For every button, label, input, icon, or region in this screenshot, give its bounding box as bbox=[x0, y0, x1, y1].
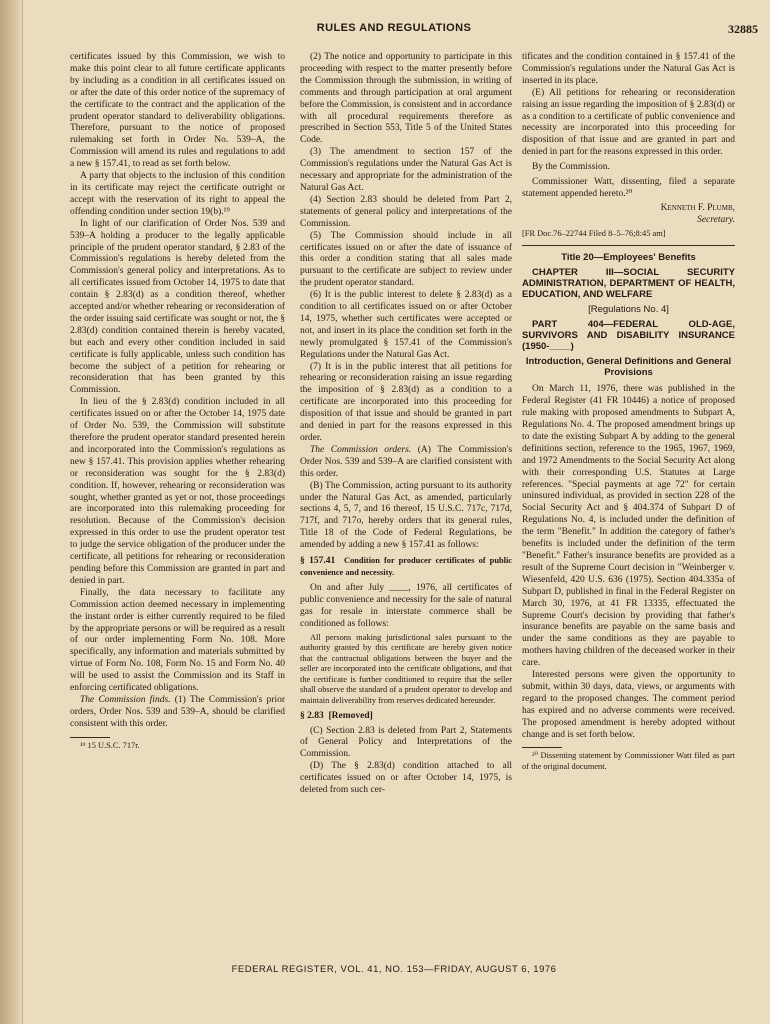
findings-text: (1) The Commission's prior orders, Order Nos. 539 and 539–A, should be clarified consistent with this order. bbox=[70, 694, 285, 729]
paragraph: (B) The Commission, acting pursuant to its authority under the Natural Gas Act, as amended, particularly sections 4, 5, 7, and 16 thereof, 15 U.S.C. 717c, 717d, 717f, and 717o, hereby orders that its general rules, Title 18 of the Code of Federal Regulations, be amended by adding a new § 157.41 as follows: bbox=[300, 480, 512, 551]
paragraph: On March 11, 1976, there was published in the Federal Register (41 FR 10446) a notice of proposed rule making with proposed amendments to Subpart A, Regulations No. 4. The proposed amendment brings up to date the existing Subpart A by adding to the general definitions section, reference to the 1965, 1967, 1969, and 1972 Amendments to the Social Security Act along with their corresponding U.S. Statutes at Large references. "Special payments at age 72" for certain uninsured individual, as provided in section 228 of the Social Security Act and § 404.374 of Subpart D of Regulations No. 4, is included under the definition of the term "Benefit." In addition the category of father's benefits is included under the definition of the term "Benefit." Father's insurance benefits are provided as a result of the Supreme Court decision in "Weinberger v. Wiesenfeld, 420 U.S. 636 (1975). Section 404.335a of Subpart D, published in final in the Federal Register on March 30, 1976, at 41 FR 13335, effectuated the Supreme Court's decision by providing that father's insurance benefits are payable on the same basis and under the same conditions as they are payable to mothers having children of the deceased worker in their care. bbox=[522, 384, 735, 669]
running-title: RULES AND REGULATIONS bbox=[316, 22, 472, 34]
footnote-rule bbox=[70, 737, 110, 738]
paragraph: (C) Section 2.83 is deleted from Part 2, Statements of General Policy and Interpretations of the Commission. bbox=[300, 725, 512, 760]
section-title: Condition for producer certificates of public convenience and necessity. bbox=[300, 556, 513, 577]
subpart-heading: Introduction, General Definitions and General Provisions bbox=[525, 356, 732, 379]
paragraph: certificates issued by this Commission, we wish to make this point clear to all future certificate applicants by including as a condition in all certificates issued on or after the date of this order notice of the supremacy of the certificate to the contract and the application of the prudent operator standard to deliverability obligations. Therefore, pursuant to the notice of proposed rulemaking set forth in Order No. 539–A, the Commission will amend its rules and regulations to add a new § 157.41, to read as set forth below. bbox=[70, 52, 285, 170]
section-title: [Removed] bbox=[328, 710, 373, 721]
paragraph: (7) It is in the public interest that all petitions for rehearing or reconsideration raising an issue regarding the imposition of § 2.83(d) as a condition to a certificate are incorporated into this proceeding for disposition of that issue and should be granted in part and denied in part for the reasons expressed in this order. bbox=[300, 361, 512, 443]
paragraph bbox=[70, 695, 285, 731]
section-heading bbox=[300, 556, 512, 580]
orders-lead: The Commission orders. bbox=[310, 444, 412, 455]
signature-title: Secretary. bbox=[697, 214, 735, 225]
paragraph: (6) It is the public interest to delete § 2.83(d) as a condition to all certificates issued on or after October 14, 1975, whether such certificates were accepted or not, and insert in its place the condition set forth in the newly promulgated § 157.41 of the Commission's Regulations under the Natural Gas Act. bbox=[300, 290, 512, 360]
page-binding-edge bbox=[0, 0, 23, 1024]
paragraph: tificates and the condition contained in § 157.41 of the Commission's regulations under the Natural Gas Act is inserted in its place. bbox=[522, 52, 735, 86]
paragraph: (E) All petitions for rehearing or reconsideration raising an issue regarding the imposition of § 2.83(d) or as a condition to a certificate of public convenience and necessity are incorporated into this proceeding for disposition of that issue and are granted in part and denied in part for the reasons expressed in this order. bbox=[522, 87, 735, 158]
paragraph: In light of our clarification of Order Nos. 539 and 539–A holding a producer to the legally applicable principle of the prudent operator standard, § 2.83 of the Commission's regulations is hereby deleted from the Commission's general policy and interpretations. As to all certificates issued from October 14, 1975 to date that contain § 2.83(d) as a condition thereof, whether accepted and/or whether rehearing or reconsideration of the order issuing said certificate was sought or not, the § 2.83(d) condition contained therein is hereby vacated, but each and every other condition included in said certificate is fully applicable, unless such condition has become the subject of a petition for rehearing or reconsideration that has been granted by this Commission. bbox=[70, 218, 285, 396]
page-number: 32885 bbox=[728, 22, 758, 36]
paragraph: (3) The amendment to section 157 of the Commission's regulations under the Natural Gas Act is necessary and appropriate for the administration of the Natural Gas Act. bbox=[300, 147, 512, 193]
title-heading: Title 20—Employees' Benefits bbox=[561, 252, 696, 264]
paragraph bbox=[300, 445, 512, 481]
paragraph: In lieu of the § 2.83(d) condition included in all certificates issued on or after the October 14, 1975 date of Order No. 539, the Commission will substitute therefore the prudent operator standard presented herein and incorporated into the Commission's regulations as new § 157.41. This provision applies whether rehearing or reconsideration was sought for the § 2.83(d) condition. If, however, rehearing or reconsideration was sought, whether granted as yet or not, those proceedings are incorporated into this rulemaking proceeding for resolution. Because of the Commission's decision expressed in this order to use the prudent operator test to judge the service obligation of the producer under the certificate, all petitions for rehearing or reconsideration pending before this Commission are granted in part and denied in part. bbox=[70, 397, 285, 586]
section-number: § 2.83 bbox=[300, 710, 324, 721]
paragraph: (5) The Commission should include in all certificates issued on or after the date of issuance of this order a condition stating that all sales made pursuant to the certificate are subject to review under the prudent operator standard. bbox=[300, 230, 512, 289]
divider bbox=[522, 245, 735, 246]
part-heading: PART 404—FEDERAL OLD-AGE, SURVIVORS AND DISABILITY INSURANCE (1950-____) bbox=[522, 319, 735, 353]
paragraph: Commissioner Watt, dissenting, filed a separate statement appended hereto.²⁰ bbox=[522, 177, 735, 199]
column-middle bbox=[300, 52, 512, 797]
paragraph: Finally, the data necessary to facilitate any Commission action deemed necessary in implementing the instant order is either currently required to be filed by the appropriate persons or will be required as a result of our order implementing Form No. 108. More specifically, any information and materials submitted by virtue of Form No. 108, Form No. 15 and Form No. 40 will be used to assist the Commission and its Staff in enforcing certificated obligations. bbox=[70, 587, 285, 694]
paragraph: (2) The notice and opportunity to participate in this proceeding with respect to the matter presently before the Commission through the submission, in writing of comments and through participation at oral argument before the Commission, is consistent and in accordance with all procedural requirements therefore as prescribed in Section 553, Title 5 of the United States Code. bbox=[300, 52, 512, 146]
paragraph: On and after July ____, 1976, all certificates of public convenience and necessity for the sale of natural gas for resale in interstate commerce shall be conditioned as follows: bbox=[300, 582, 512, 629]
paragraph: A party that objects to the inclusion of this condition in its certificate may reject the certificate outright or accept with the reservation of its right to appeal the offending condition under section 19(b).¹⁹ bbox=[70, 171, 285, 217]
running-header bbox=[30, 22, 758, 40]
paragraph: (4) Section 2.83 should be deleted from Part 2, statements of general policy and interpretations of the Commission. bbox=[300, 194, 512, 229]
orders-text: (A) The Commission's Order Nos. 539 and 539–A are clarified consistent with this order. bbox=[300, 444, 513, 479]
condition-text: All persons making jurisdictional sales pursuant to the authority granted by this certificate are hereby given notice that the contractual obligations between the buyer and the seller are incorporated into the certificate obligations, and that the certificate is further conditioned to require that the seller shall observe the standard of a prudent operator to develop and maintain deliverability from reserves dedicated hereunder. bbox=[300, 632, 512, 706]
column-left bbox=[70, 52, 285, 751]
footnote-rule bbox=[522, 747, 562, 748]
chapter-heading: CHAPTER III—SOCIAL SECURITY ADMINISTRATION, DEPARTMENT OF HEALTH, EDUCATION, AND WELFARE bbox=[522, 267, 735, 301]
fr-doc-line: [FR Doc.76–22744 Filed 8–5–76;8:45 am] bbox=[522, 228, 666, 238]
page-footer: FEDERAL REGISTER, VOL. 41, NO. 153—FRIDAY, AUGUST 6, 1976 bbox=[231, 964, 557, 975]
column-right bbox=[522, 52, 735, 773]
footnote: ¹⁹ 15 U.S.C. 717r. bbox=[80, 740, 140, 750]
paragraph: By the Commission. bbox=[532, 162, 610, 173]
section-heading bbox=[300, 711, 512, 723]
section-number: § 157.41 bbox=[300, 556, 336, 567]
findings-lead: The Commission finds. bbox=[80, 694, 171, 705]
signature-name: Kenneth F. Plumb, bbox=[660, 202, 735, 213]
regulations-number: [Regulations No. 4] bbox=[588, 304, 669, 316]
title-block bbox=[522, 252, 735, 378]
paragraph: (D) The § 2.83(d) condition attached to all certificates issued on or after October 14, 1975, is deleted from such cer- bbox=[300, 761, 512, 796]
footnote: ²⁰ Dissenting statement by Commissioner Watt filed as part of the original document. bbox=[522, 751, 735, 772]
paragraph: Interested persons were given the opportunity to submit, within 30 days, data, views, or arguments with regard to the proposed changes. The comment period has expired and no adverse comments were received. The proposed amendment is hereby adopted without change and is set forth below. bbox=[522, 670, 735, 740]
